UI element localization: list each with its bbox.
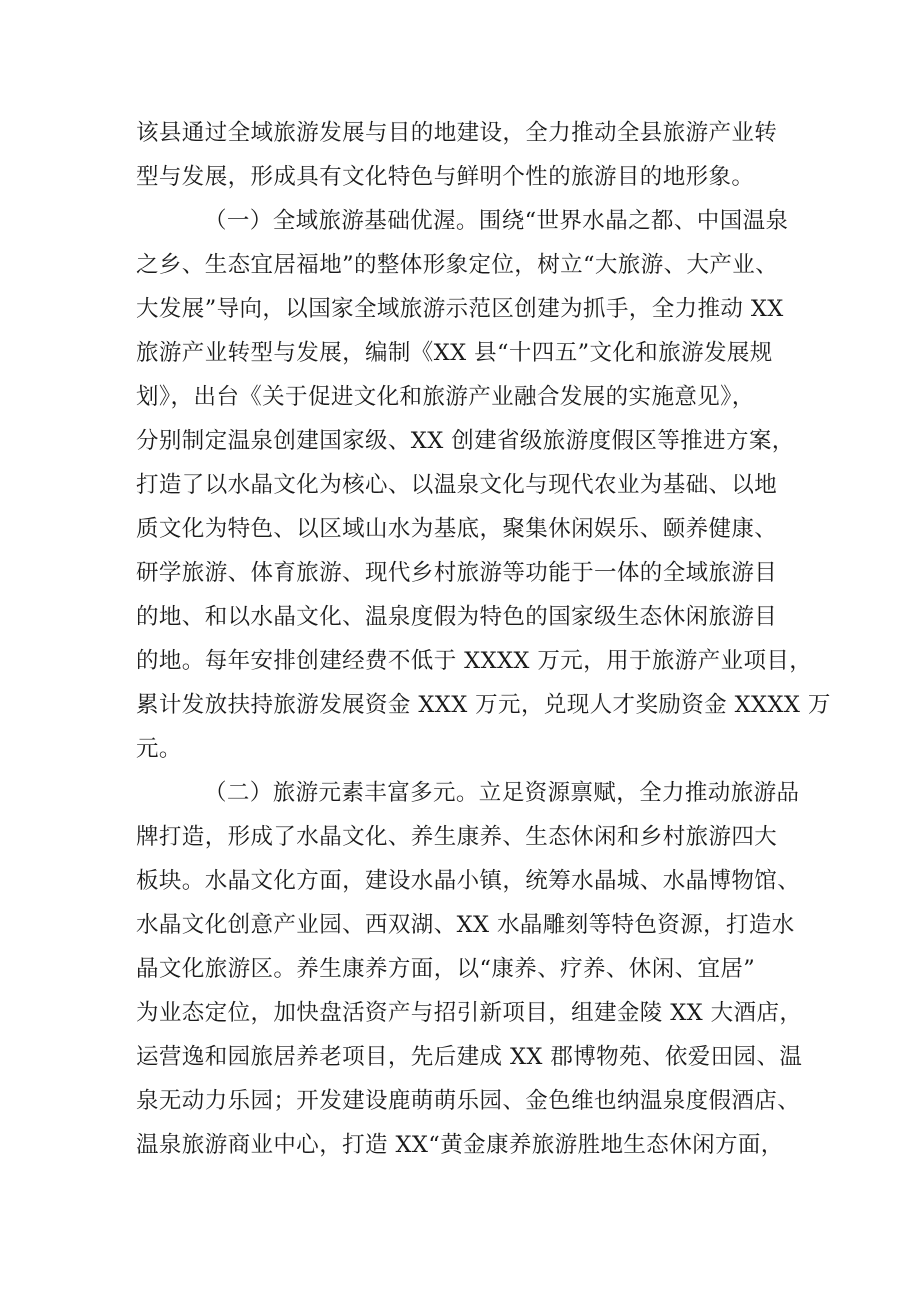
text-line: 的地。每年安排创建经费不低于 XXXX 万元，用于旅游产业项目， <box>136 648 813 674</box>
paragraph-2-first-line: （二）旅游元素丰富多元。立足资源禀赋，全力推动旅游品 <box>204 780 800 806</box>
text-line: 质文化为特色、以区域山水为基底，聚集休闲娱乐、颐养健康、 <box>136 516 778 542</box>
paragraph-1-first-line: （一）全域旅游基础优渥。围绕“世界水晶之都、中国温泉 <box>204 208 789 234</box>
text-line: 为业态定位，加快盘活资产与招引新项目，组建金陵 XX 大酒店， <box>136 1000 803 1026</box>
text-line: 大发展”导向，以国家全域旅游示范区创建为抓手，全力推动 XX <box>136 296 784 322</box>
text-line: 的地、和以水晶文化、温泉度假为特色的国家级生态休闲旅游目 <box>136 604 778 630</box>
text-line: 型与发展，形成具有文化特色与鲜明个性的旅游目的地形象。 <box>136 164 755 190</box>
text-line: 打造了以水晶文化为核心、以温泉文化与现代农业为基础、以地 <box>136 472 778 498</box>
text-line: 划》，出台《关于促进文化和旅游产业融合发展的实施意见》， <box>136 384 755 410</box>
text-line: 元。 <box>136 736 182 762</box>
text-line: 之乡、生态宜居福地”的整体形象定位，树立“大旅游、大产业、 <box>136 252 779 278</box>
text-line: 研学旅游、体育旅游、现代乡村旅游等功能于一体的全域旅游目 <box>136 560 778 586</box>
text-line: 运营逸和园旅居养老项目，先后建成 XX 郡博物苑、依爱田园、温 <box>136 1044 803 1070</box>
text-line: 分别制定温泉创建国家级、XX 创建省级旅游度假区等推进方案， <box>136 428 795 454</box>
text-line: 累计发放扶持旅游发展资金 XXX 万元，兑现人才奖励资金 XXXX 万 <box>136 692 831 718</box>
text-line: 板块。水晶文化方面，建设水晶小镇，统筹水晶城、水晶博物馆、 <box>136 868 801 894</box>
text-line: 温泉旅游商业中心，打造 XX“黄金康养旅游胜地生态休闲方面， <box>136 1132 784 1158</box>
text-line: 该县通过全域旅游发展与目的地建设，全力推动全县旅游产业转 <box>136 120 778 146</box>
text-line: 牌打造，形成了水晶文化、养生康养、生态休闲和乡村旅游四大 <box>136 824 778 850</box>
text-line: 泉无动力乐园；开发建设鹿萌萌乐园、金色维也纳温泉度假酒店、 <box>136 1088 801 1114</box>
text-line: 水晶文化创意产业园、西双湖、XX 水晶雕刻等特色资源，打造水 <box>136 912 795 938</box>
text-line: 旅游产业转型与发展，编制《XX 县“十四五”文化和旅游发展规 <box>136 340 773 366</box>
text-line: 晶文化旅游区。养生康养方面，以“康养、疗养、休闲、宜居” <box>136 956 756 982</box>
